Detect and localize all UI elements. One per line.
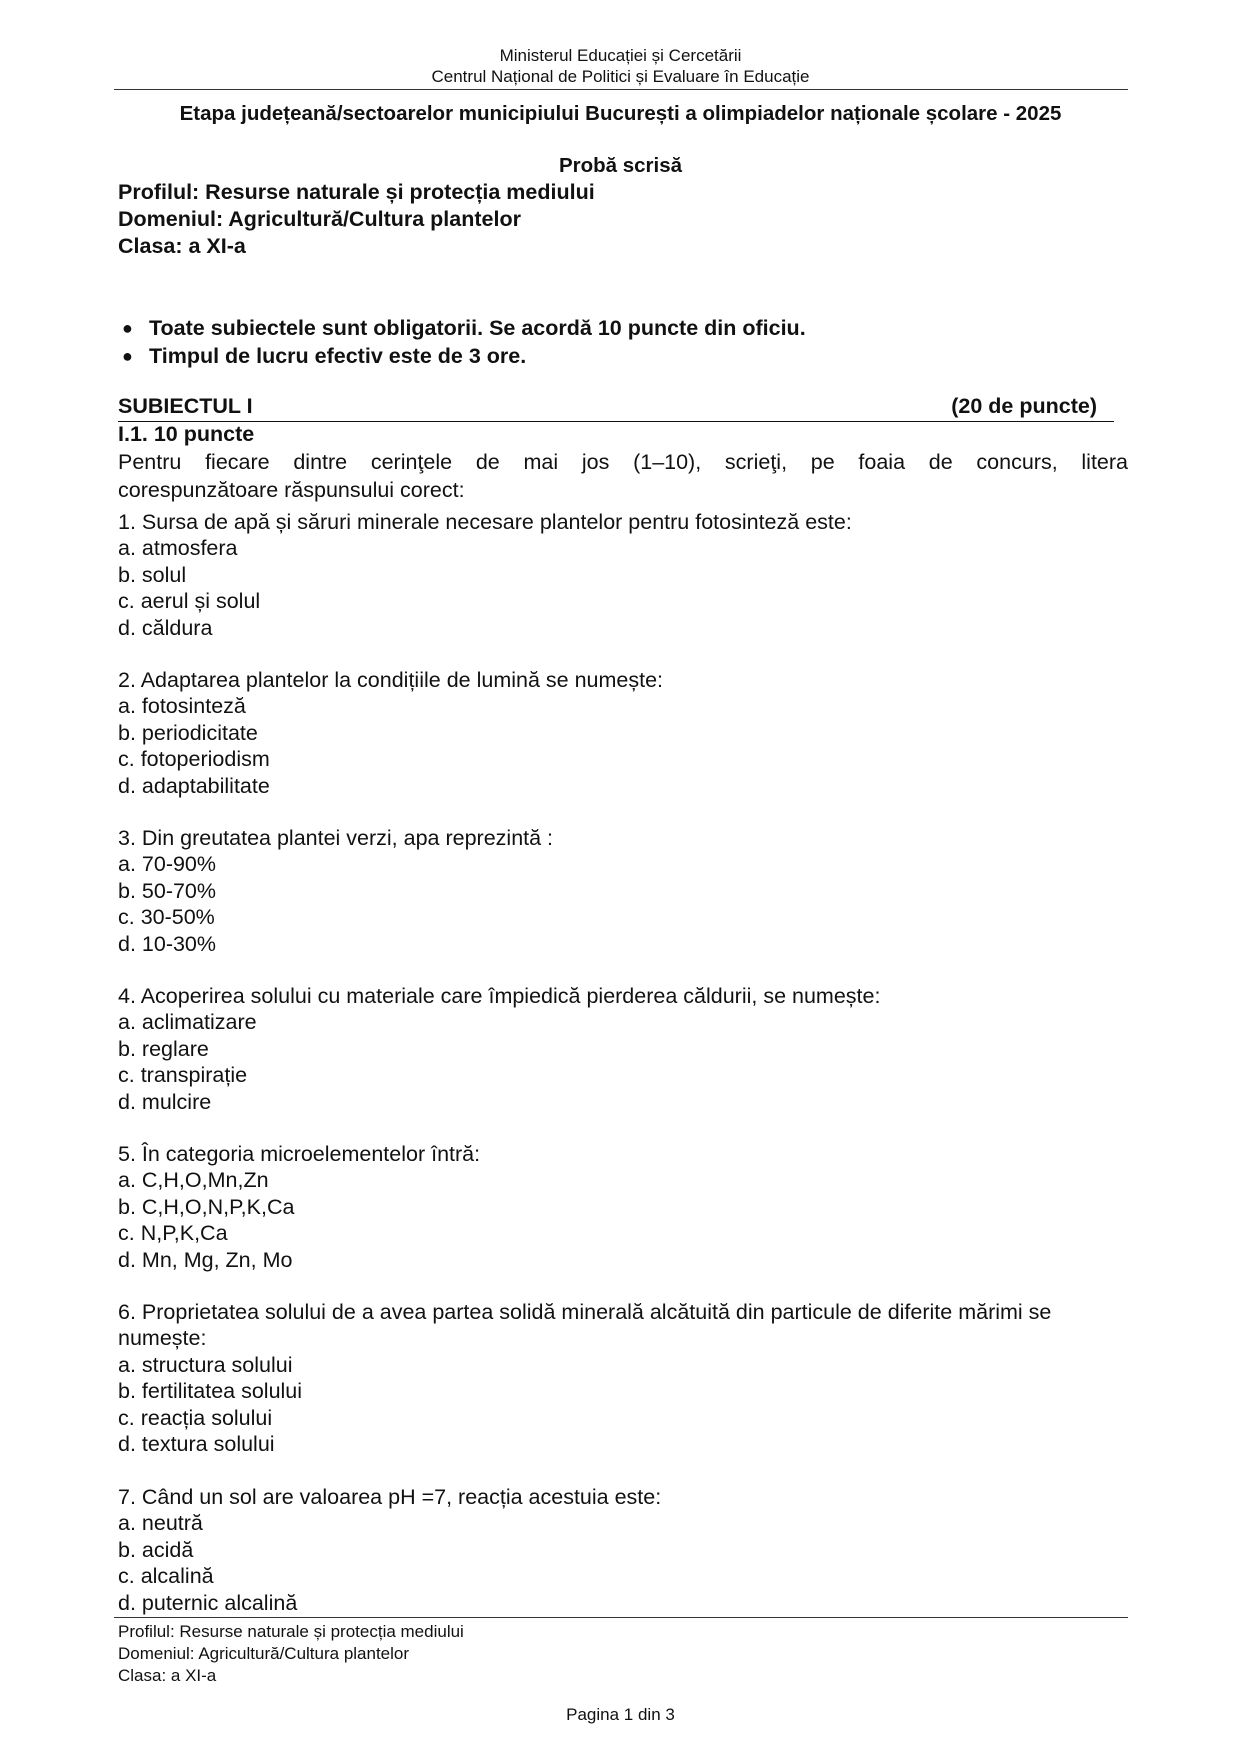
question-2 bbox=[118, 667, 1130, 799]
instruction-line-2: corespunzătoare răspunsului corect: bbox=[118, 478, 465, 502]
option-a: a. fotosinteză bbox=[118, 694, 246, 719]
option-a: a. atmosfera bbox=[118, 536, 238, 561]
question-stem: 1. Sursa de apă și săruri minerale necesare plantelor pentru fotosinteză este: bbox=[118, 510, 852, 534]
footer-domeniu: Domeniul: Agricultură/Cultura plantelor bbox=[118, 1644, 410, 1663]
question-stem: 5. În categoria microelementelor întră: bbox=[118, 1142, 481, 1166]
option-b: b. solul bbox=[118, 562, 187, 587]
bullet-icon: ● bbox=[122, 318, 133, 338]
option-b: b. C,H,O,N,P,K,Ca bbox=[118, 1194, 295, 1219]
option-a: a. neutră bbox=[118, 1511, 203, 1536]
header-center: Centrul Național de Politici și Evaluare în Educație bbox=[431, 67, 810, 86]
header-ministry: Ministerul Educației și Cercetării bbox=[499, 46, 742, 65]
page-number: Pagina 1 din 3 bbox=[566, 1705, 675, 1724]
domeniu-label: Domeniul: Agricultură/Cultura plantelor bbox=[118, 207, 521, 231]
option-d: d. Mn, Mg, Zn, Mo bbox=[118, 1247, 293, 1272]
footer-clasa: Clasa: a XI-a bbox=[118, 1666, 217, 1685]
question-5 bbox=[118, 1141, 1130, 1273]
rule-text: Timpul de lucru efectiv este de 3 ore. bbox=[149, 344, 527, 368]
option-c: c. aerul și solul bbox=[118, 589, 261, 614]
question-3 bbox=[118, 825, 1130, 957]
footer-profil: Profilul: Resurse naturale și protecția mediului bbox=[118, 1622, 464, 1641]
question-6 bbox=[118, 1299, 1130, 1457]
question-stem: 7. Când un sol are valoarea pH =7, reacția acestuia este: bbox=[118, 1485, 662, 1509]
instruction bbox=[118, 448, 1128, 504]
clasa-label: Clasa: a XI-a bbox=[118, 234, 246, 258]
footer-divider bbox=[114, 1617, 1128, 1618]
question-7 bbox=[118, 1484, 1130, 1616]
option-a: a. aclimatizare bbox=[118, 1010, 257, 1035]
option-b: b. fertilitatea solului bbox=[118, 1379, 303, 1404]
instruction-line-1: Pentru fiecare dintre cerinţele de mai jos (1–10), scrieţi, pe foaia de concurs, litera bbox=[118, 450, 1128, 474]
option-c: c. fotoperiodism bbox=[118, 747, 270, 772]
option-b: b. reglare bbox=[118, 1036, 209, 1061]
option-d: d. textura solului bbox=[118, 1432, 275, 1457]
option-d: d. mulcire bbox=[118, 1089, 212, 1114]
option-b: b. acidă bbox=[118, 1537, 194, 1562]
rule-item bbox=[118, 342, 806, 370]
option-b: b. 50-70% bbox=[118, 878, 217, 903]
subject-points: (20 de puncte) bbox=[951, 394, 1097, 418]
rules-list bbox=[118, 314, 806, 370]
subject-label: SUBIECTUL I bbox=[118, 394, 253, 418]
header-divider bbox=[114, 89, 1128, 90]
option-a: a. 70-90% bbox=[118, 852, 217, 877]
question-stem: 2. Adaptarea plantelor la condițiile de lumină se numește: bbox=[118, 668, 664, 692]
profil-label: Profilul: Resurse naturale și protecția mediului bbox=[118, 180, 595, 204]
option-a: a. structura solului bbox=[118, 1352, 293, 1377]
bullet-icon: ● bbox=[122, 346, 133, 366]
question-1 bbox=[118, 509, 1130, 641]
rule-item bbox=[118, 314, 806, 342]
proba-label: Probă scrisă bbox=[558, 154, 683, 177]
option-c: c. alcalină bbox=[118, 1564, 214, 1589]
question-stem: 6. Proprietatea solului de a avea partea solidă minerală alcătuită din particule de diferite mărimi se numește: bbox=[118, 1300, 1052, 1351]
option-a: a. C,H,O,Mn,Zn bbox=[118, 1168, 269, 1193]
question-stem: 3. Din greutatea plantei verzi, apa reprezintă : bbox=[118, 826, 554, 850]
option-c: c. N,P,K,Ca bbox=[118, 1221, 228, 1246]
question-stem: 4. Acoperirea solului cu materiale care împiedică pierderea căldurii, se numește: bbox=[118, 984, 881, 1008]
option-c: c. 30-50% bbox=[118, 905, 215, 930]
option-c: c. reacția solului bbox=[118, 1405, 273, 1430]
subject-heading bbox=[118, 393, 1114, 422]
option-d: d. 10-30% bbox=[118, 931, 217, 956]
option-d: d. căldura bbox=[118, 615, 213, 640]
page-title: Etapa județeană/sectoarelor municipiului București a olimpiadelor naționale școlare - 2025 bbox=[179, 102, 1062, 125]
question-4 bbox=[118, 983, 1130, 1115]
option-c: c. transpirație bbox=[118, 1063, 248, 1088]
option-d: d. puternic alcalină bbox=[118, 1590, 298, 1615]
section-label: I.1. 10 puncte bbox=[118, 422, 255, 446]
option-d: d. adaptabilitate bbox=[118, 773, 270, 798]
option-b: b. periodicitate bbox=[118, 720, 258, 745]
rule-text: Toate subiectele sunt obligatorii. Se acordă 10 puncte din oficiu. bbox=[149, 316, 806, 340]
